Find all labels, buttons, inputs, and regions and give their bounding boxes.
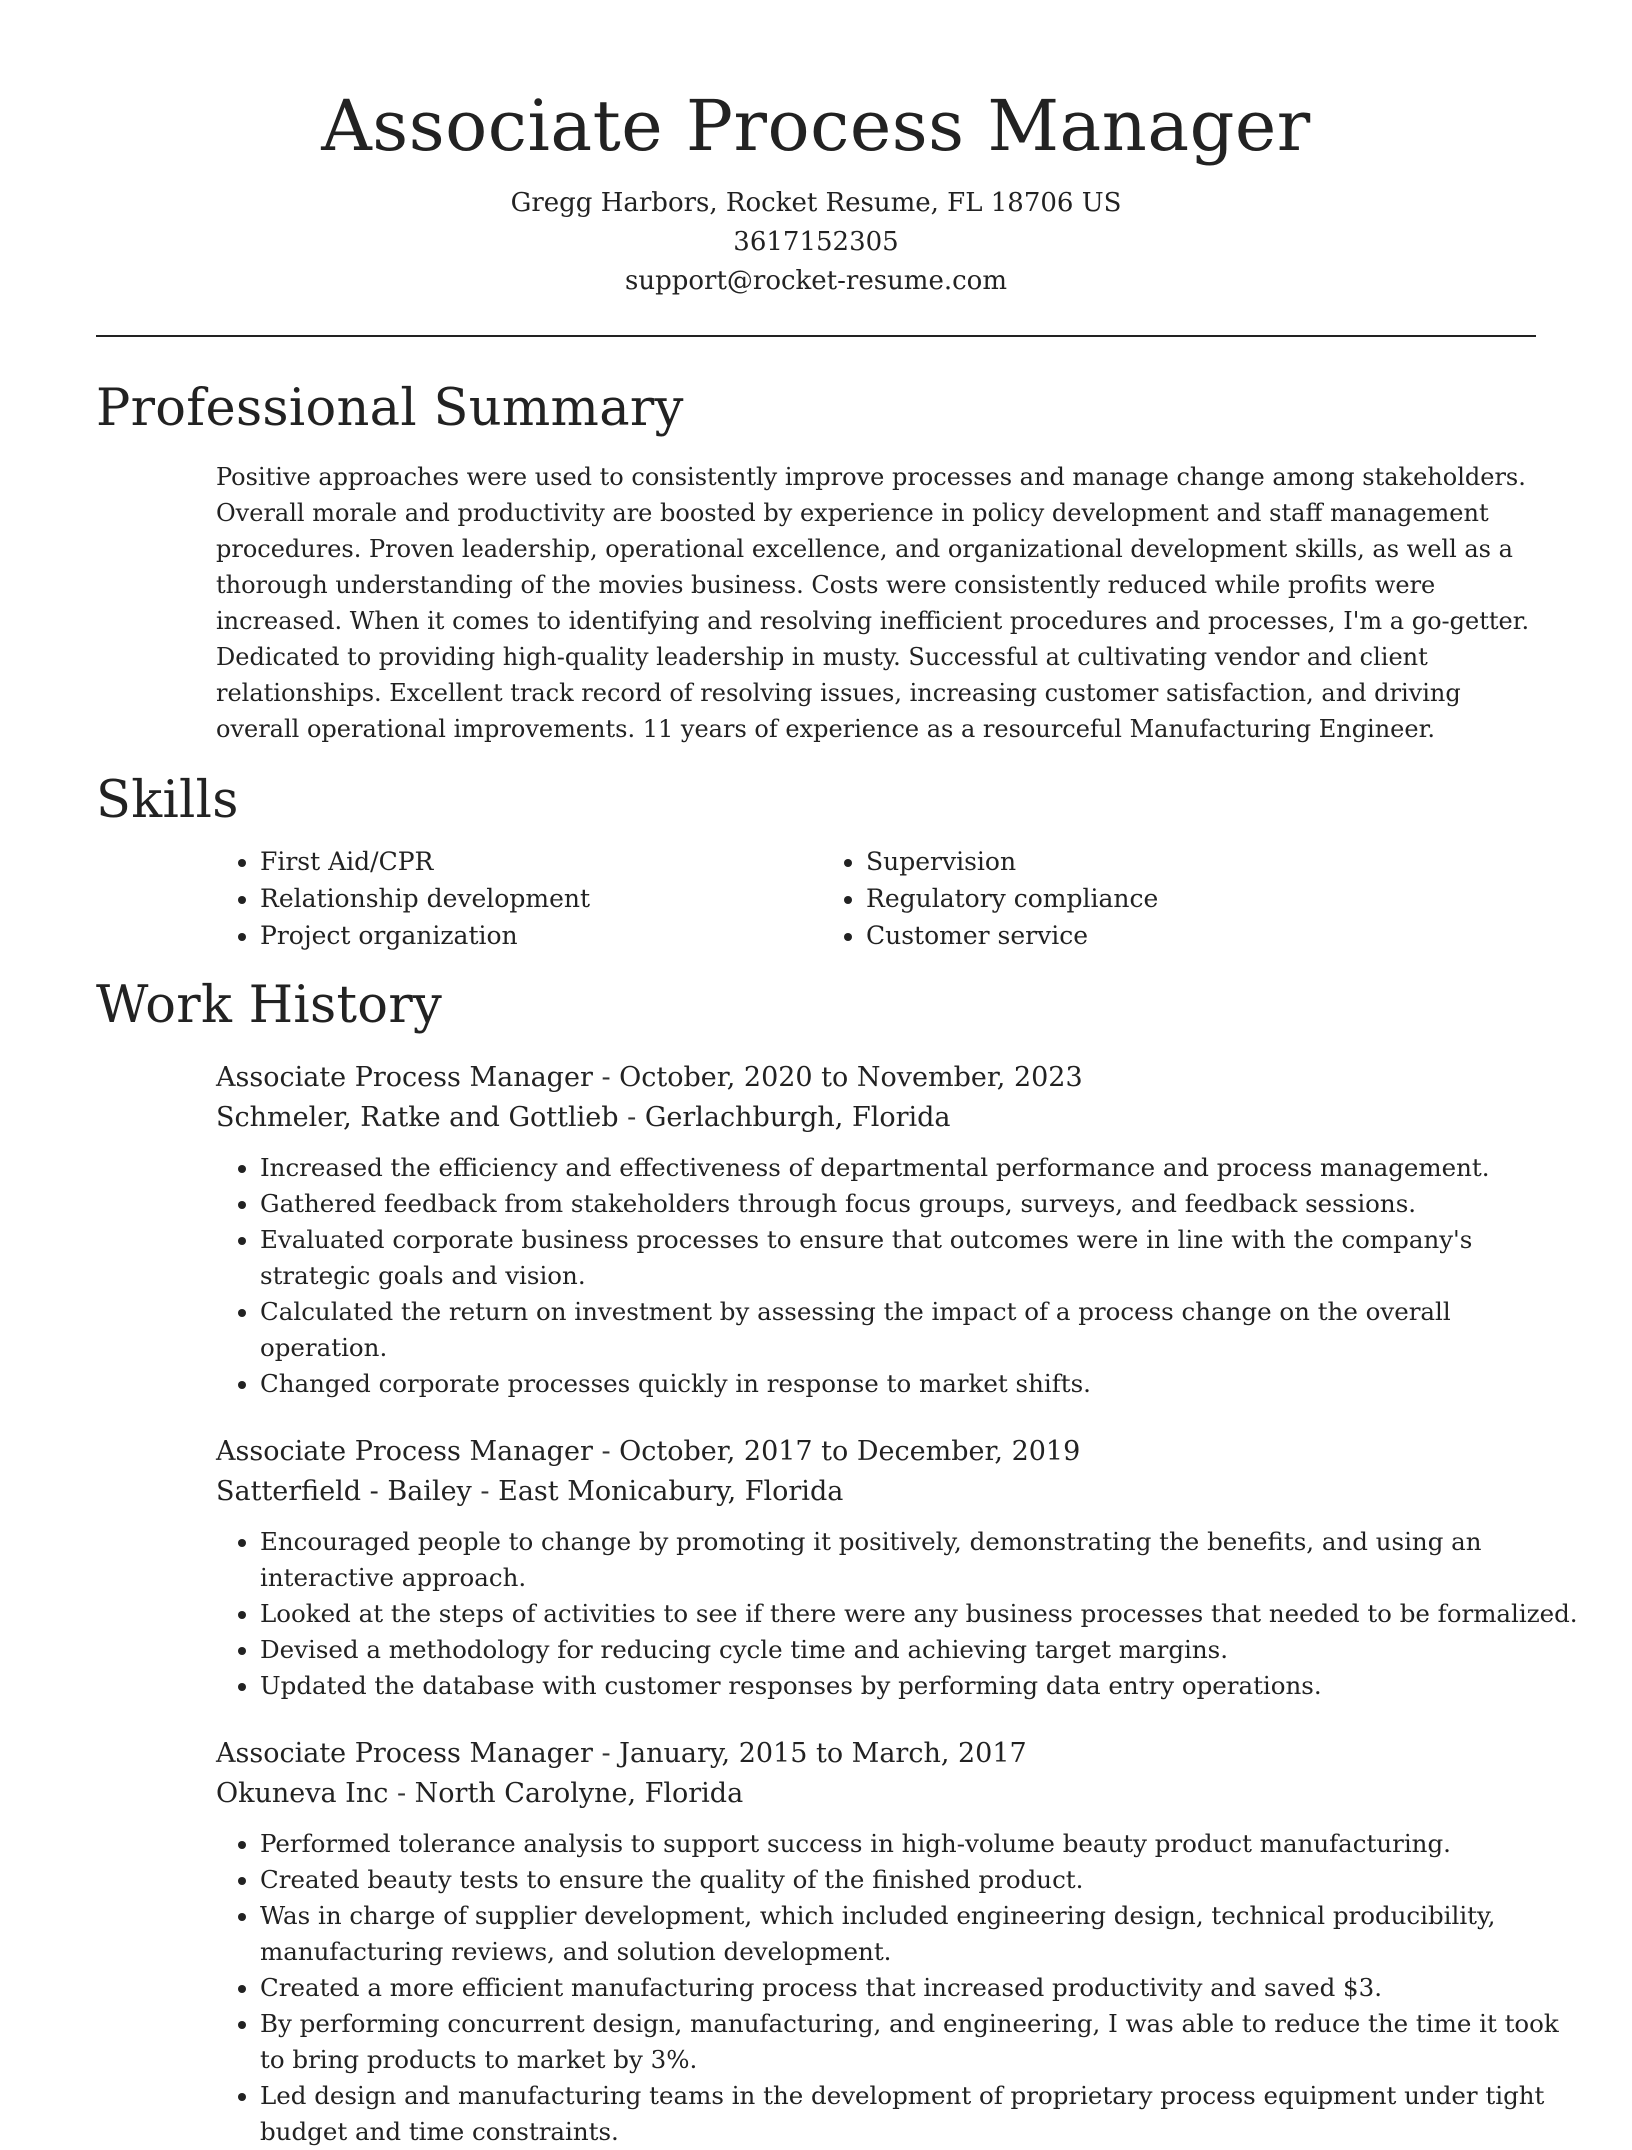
contact-block bbox=[96, 184, 1536, 301]
job-company: Okuneva Inc bbox=[216, 1778, 389, 1809]
job-title: Associate Process Manager bbox=[216, 1436, 593, 1467]
job-title-line: Associate Process Manager - January, 2015 to March, 2017 bbox=[216, 1738, 1027, 1769]
job-company-line: Schmeler, Ratke and Gottlieb - Gerlachburgh, Florida bbox=[216, 1102, 951, 1133]
job-location: North Carolyne, Florida bbox=[414, 1778, 744, 1809]
job-dates: October, 2017 to December, 2019 bbox=[619, 1436, 1081, 1467]
job-bullet: • Looked at the steps of activities to see if there were any business processes that needed to be formalized. bbox=[260, 1596, 1580, 1632]
job-bullet: • Created a more efficient manufacturing process that increased productivity and saved $3. bbox=[260, 1970, 1580, 2006]
skills-columns bbox=[216, 843, 1536, 954]
work-history-section bbox=[96, 976, 1578, 2150]
job-bullet: • Created beauty tests to ensure the quality of the finished product. bbox=[260, 1862, 1580, 1898]
job-title: Associate Process Manager bbox=[216, 1738, 593, 1769]
job-title-line: Associate Process Manager - October, 2020 to November, 2023 bbox=[216, 1062, 1083, 1093]
skills-list-right bbox=[822, 843, 1428, 954]
job-title: Associate Process Manager bbox=[216, 1062, 593, 1093]
contact-address: Gregg Harbors, Rocket Resume, FL 18706 US bbox=[510, 188, 1122, 218]
job-location: Gerlachburgh, Florida bbox=[644, 1102, 951, 1133]
resume-page bbox=[96, 0, 1578, 2150]
job-bullet: • Increased the efficiency and effectiveness of departmental performance and process management. bbox=[260, 1150, 1580, 1186]
job-company-line: Satterfield - Bailey - East Monicabury, Florida bbox=[216, 1476, 844, 1507]
job-entry bbox=[216, 1432, 1578, 1704]
summary-heading: Professional Summary bbox=[96, 379, 684, 438]
skills-heading: Skills bbox=[96, 771, 239, 830]
job-bullet: • Changed corporate processes quickly in response to market shifts. bbox=[260, 1366, 1580, 1402]
job-bullet: • Gathered feedback from stakeholders through focus groups, surveys, and feedback sessions. bbox=[260, 1186, 1580, 1222]
resume-title: Associate Process Manager bbox=[321, 85, 1311, 167]
contact-email: support@rocket-resume.com bbox=[624, 266, 1007, 296]
job-bullets bbox=[216, 1150, 1580, 1402]
job-bullet: • Was in charge of supplier development, which included engineering design, technical producibility, manufacturing reviews, and solution development. bbox=[260, 1898, 1580, 1970]
contact-phone: 3617152305 bbox=[733, 227, 899, 257]
job-bullet: • Updated the database with customer responses by performing data entry operations. bbox=[260, 1668, 1580, 1704]
job-dates: January, 2015 to March, 2017 bbox=[619, 1738, 1027, 1769]
summary-text: Positive approaches were used to consistently improve processes and manage change among stakeholders. Overall morale and productivity are boosted by experience in policy development and staff management procedures. Proven leadership, operational excellence, and organizational development skills, as well as a thorough understanding of the movies business. Costs were consistently reduced while profits were increased. When it comes to identifying and resolving inefficient procedures and processes, I'm a go-getter. Dedicated to providing high-quality leadership in musty. Successful at cultivating vendor and client relationships. Excellent track record of resolving issues, increasing customer satisfaction, and driving overall operational improvements. 11 years of experience as a resourceful Manufacturing Engineer. bbox=[216, 463, 1530, 743]
skill-item: • Project organization bbox=[260, 917, 822, 954]
skill-item: • Supervision bbox=[866, 843, 1428, 880]
skill-item: • Regulatory compliance bbox=[866, 880, 1428, 917]
work-history-heading: Work History bbox=[96, 976, 443, 1035]
skill-item: • First Aid/CPR bbox=[260, 843, 822, 880]
job-bullet: • Performed tolerance analysis to support success in high-volume beauty product manufacturing. bbox=[260, 1826, 1580, 1862]
job-company: Satterfield - Bailey bbox=[216, 1476, 472, 1507]
skills-section bbox=[96, 771, 1536, 954]
job-title-line: Associate Process Manager - October, 2017 to December, 2019 bbox=[216, 1436, 1081, 1467]
job-entry bbox=[216, 1734, 1559, 2150]
job-location: East Monicabury, Florida bbox=[498, 1476, 844, 1507]
skill-item: • Relationship development bbox=[260, 880, 822, 917]
job-bullet: • By performing concurrent design, manufacturing, and engineering, I was able to reduce the time it took to bring products to market by 3%. bbox=[260, 2006, 1580, 2078]
job-bullet: • Encouraged people to change by promoting it positively, demonstrating the benefits, and using an interactive approach. bbox=[260, 1524, 1580, 1596]
skill-item: • Customer service bbox=[866, 917, 1428, 954]
job-company: Schmeler, Ratke and Gottlieb bbox=[216, 1102, 619, 1133]
header-divider bbox=[96, 335, 1536, 337]
job-bullets bbox=[216, 1826, 1580, 2150]
job-dates: October, 2020 to November, 2023 bbox=[619, 1062, 1083, 1093]
job-entry bbox=[216, 1058, 1536, 1402]
job-bullets bbox=[216, 1524, 1580, 1704]
skills-list-left bbox=[216, 843, 822, 954]
job-company-line: Okuneva Inc - North Carolyne, Florida bbox=[216, 1778, 744, 1809]
job-bullet: • Calculated the return on investment by assessing the impact of a process change on the overall operation. bbox=[260, 1294, 1580, 1366]
summary-section bbox=[96, 379, 1536, 747]
job-bullet: • Led design and manufacturing teams in the development of proprietary process equipment under tight budget and time constraints. bbox=[260, 2078, 1580, 2150]
job-bullet: • Devised a methodology for reducing cycle time and achieving target margins. bbox=[260, 1632, 1580, 1668]
job-bullet: • Evaluated corporate business processes to ensure that outcomes were in line with the company's strategic goals and vision. bbox=[260, 1222, 1580, 1294]
